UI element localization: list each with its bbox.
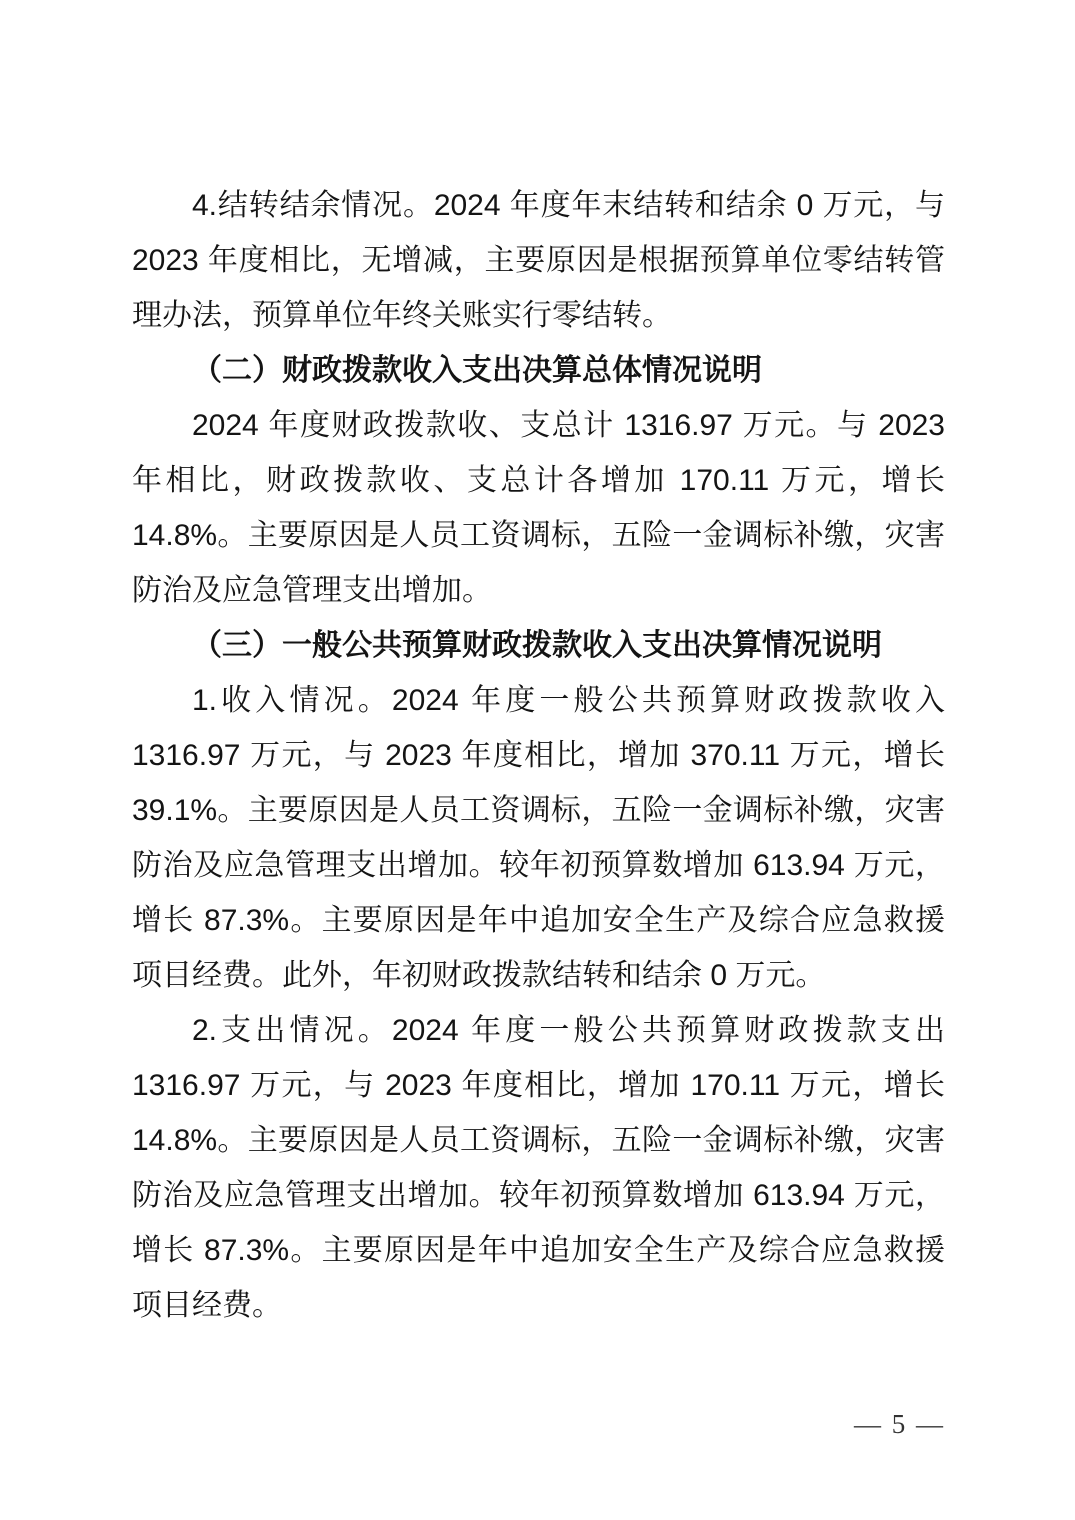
paragraph-income-situation: 1.收入情况。2024 年度一般公共预算财政拨款收入 1316.97 万元，与 2023 年度相比，增加 370.11 万元，增长 39.1%。主要原因是人员工资调标，五险一金调标补缴，灾害防治及应急管理支出增加。较年初预算数增加 613.94 万元，增长 87.3%。主要原因是年中追加安全生产及综合应急救援项目经费。此外，年初财政拨款结转和结余 0 万元。 xyxy=(132,684,945,992)
paragraph-carryover-balance: 4.结转结余情况。2024 年度年末结转和结余 0 万元，与 2023 年度相比，无增减，主要原因是根据预算单位零结转管理办法，预算单位年终关账实行零结转。 xyxy=(132,189,945,332)
paragraph-expenditure-situation: 2.支出情况。2024 年度一般公共预算财政拨款支出 1316.97 万元，与 2023 年度相比，增加 170.11 万元，增长 14.8%。主要原因是人员工资调标，五险一金调标补缴，灾害防治及应急管理支出增加。较年初预算数增加 613.94 万元，增长 87.3%。主要原因是年中追加安全生产及综合应急救援项目经费。 xyxy=(132,1014,945,1322)
document-body xyxy=(132,178,945,1333)
heading-section-two-fiscal-summary: （二）财政拨款收入支出决算总体情况说明 xyxy=(192,354,762,387)
heading-section-three-general-budget: （三）一般公共预算财政拨款收入支出决算情况说明 xyxy=(192,629,882,662)
page-number: — 5 — xyxy=(854,1409,945,1439)
paragraph-fiscal-total: 2024 年度财政拨款收、支总计 1316.97 万元。与 2023 年相比，财政拨款收、支总计各增加 170.11 万元，增长 14.8%。主要原因是人员工资调标，五险一金调标补缴，灾害防治及应急管理支出增加。 xyxy=(132,409,945,607)
